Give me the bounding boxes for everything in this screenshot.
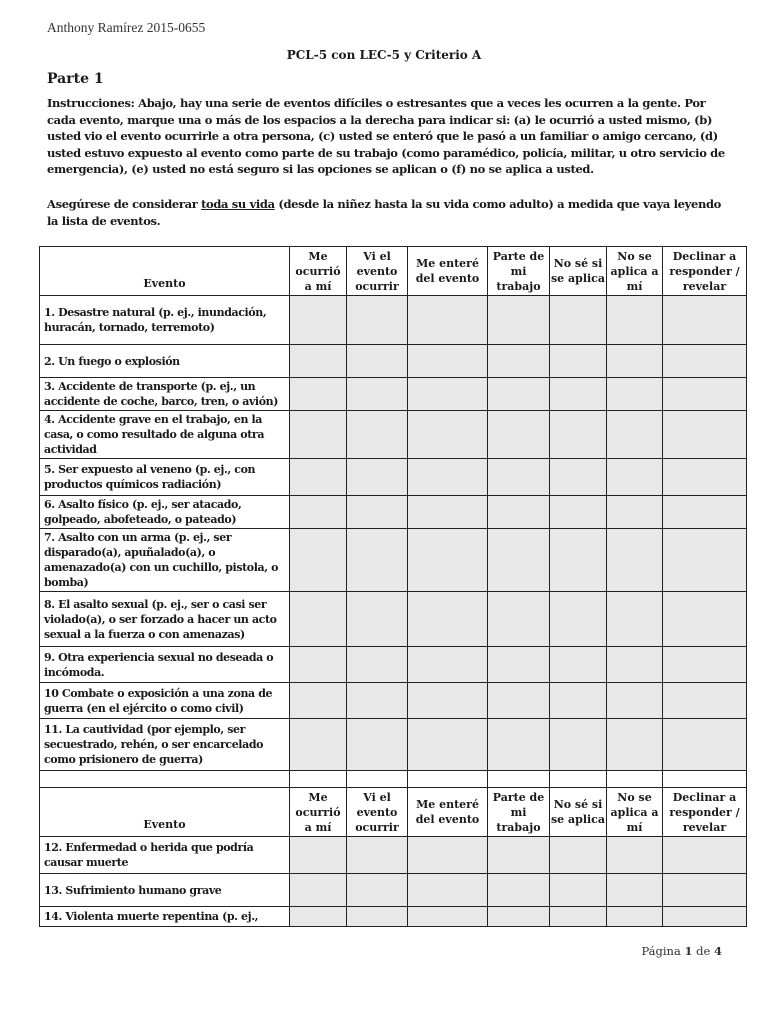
spacer-cell [290,771,347,788]
response-cell[interactable] [550,296,607,345]
response-cell[interactable] [290,683,347,719]
event-label: 14. Violenta muerte repentina (p. ej., [40,907,290,927]
column-header: Me ocurrió a mí [290,247,347,296]
response-cell[interactable] [290,529,347,592]
response-cell[interactable] [607,496,663,529]
column-header: No sé si se aplica [550,247,607,296]
table-row [40,411,747,459]
column-header: Me enteré del evento [408,788,488,837]
column-header-evento: Evento [40,788,290,837]
response-cell[interactable] [290,837,347,874]
response-cell[interactable] [347,907,408,927]
response-cell[interactable] [290,296,347,345]
response-cell[interactable] [607,459,663,496]
response-cell[interactable] [607,683,663,719]
spacer-cell [40,771,290,788]
consider-paragraph [47,196,727,229]
response-cell[interactable] [408,647,488,683]
spacer-cell [663,771,747,788]
response-cell[interactable] [408,459,488,496]
response-cell[interactable] [347,411,408,459]
table-row [40,874,747,907]
event-label: 13. Sufrimiento humano grave [40,874,290,907]
response-cell[interactable] [488,592,550,647]
instructions-paragraph [47,95,727,178]
response-cell[interactable] [663,592,747,647]
events-table [39,246,747,927]
response-cell[interactable] [663,529,747,592]
response-cell[interactable] [347,647,408,683]
response-cell[interactable] [488,529,550,592]
response-cell[interactable] [607,296,663,345]
page-total: 4 [713,944,722,958]
page-footer [641,944,722,958]
response-cell[interactable] [607,874,663,907]
response-cell[interactable] [347,496,408,529]
response-cell[interactable] [408,411,488,459]
column-header: No sé si se aplica [550,788,607,837]
table-row [40,378,747,411]
event-label: 10 Combate o exposición a una zona de guerra (en el ejército o como civil) [40,683,290,719]
response-cell[interactable] [663,837,747,874]
document-title: PCL-5 con LEC-5 y Criterio A [286,48,482,62]
response-cell[interactable] [290,719,347,771]
event-label: 3. Accidente de transporte (p. ej., un accidente de coche, barco, tren, o avión) [40,378,290,411]
response-cell[interactable] [550,837,607,874]
author-name: Anthony Ramírez 2015-0655 [47,20,206,35]
response-cell[interactable] [663,683,747,719]
spacer-cell [347,771,408,788]
response-cell[interactable] [408,529,488,592]
response-cell[interactable] [663,719,747,771]
event-label: 1. Desastre natural (p. ej., inundación, huracán, tornado, terremoto) [40,296,290,345]
response-cell[interactable] [290,907,347,927]
response-cell[interactable] [347,683,408,719]
column-header: Me ocurrió a mí [290,788,347,837]
event-label: 8. El asalto sexual (p. ej., ser o casi ser violado(a), o ser forzado a hacer un acto sexual a la fuerza o con amenazas) [40,592,290,647]
response-cell[interactable] [663,459,747,496]
response-cell[interactable] [488,411,550,459]
event-label: 9. Otra experiencia sexual no deseada o incómoda. [40,647,290,683]
event-label: 6. Asalto físico (p. ej., ser atacado, golpeado, abofeteado, o pateado) [40,496,290,529]
response-cell[interactable] [663,411,747,459]
table-row [40,837,747,874]
response-cell[interactable] [408,874,488,907]
response-cell[interactable] [408,837,488,874]
response-cell[interactable] [663,296,747,345]
column-header: Vi el evento ocurrir [347,247,408,296]
response-cell[interactable] [663,496,747,529]
response-cell[interactable] [663,647,747,683]
response-cell[interactable] [408,296,488,345]
response-cell[interactable] [607,837,663,874]
response-cell[interactable] [488,378,550,411]
page-word: Página [641,944,681,958]
response-cell[interactable] [347,459,408,496]
event-label: 12. Enfermedad o herida que podría causar muerte [40,837,290,874]
response-cell[interactable] [550,647,607,683]
response-cell[interactable] [550,907,607,927]
column-header: No se aplica a mí [607,247,663,296]
response-cell[interactable] [488,874,550,907]
response-cell[interactable] [550,683,607,719]
response-cell[interactable] [290,345,347,378]
column-header: Declinar a responder / revelar [663,788,747,837]
response-cell[interactable] [408,496,488,529]
instructions-label: Instrucciones: [47,96,135,110]
consider-after: (desde la niñez hasta la su vida como adulto) a medida que vaya leyendo la lista de eventos. [47,197,721,228]
response-cell[interactable] [607,345,663,378]
response-cell[interactable] [290,496,347,529]
table-row [40,592,747,647]
event-label: 4. Accidente grave en el trabajo, en la casa, o como resultado de alguna otra actividad [40,411,290,459]
consider-underlined: toda su vida [201,197,275,211]
table-row [40,683,747,719]
response-cell[interactable] [607,907,663,927]
column-header-evento: Evento [40,247,290,296]
column-header: Parte de mi trabajo [488,788,550,837]
response-cell[interactable] [550,496,607,529]
spacer-cell [607,771,663,788]
column-header: Declinar a responder / revelar [663,247,747,296]
event-label: 11. La cautividad (por ejemplo, ser secuestrado, rehén, o ser encarcelado como prisionero de guerra) [40,719,290,771]
response-cell[interactable] [408,592,488,647]
table-header-row [40,788,747,837]
response-cell[interactable] [663,345,747,378]
response-cell[interactable] [607,411,663,459]
response-cell[interactable] [488,907,550,927]
spacer-cell [488,771,550,788]
table-header-row [40,247,747,296]
response-cell[interactable] [663,907,747,927]
response-cell[interactable] [488,647,550,683]
response-cell[interactable] [550,345,607,378]
response-cell[interactable] [663,874,747,907]
response-cell[interactable] [347,529,408,592]
column-header: Me enteré del evento [408,247,488,296]
column-header: Parte de mi trabajo [488,247,550,296]
response-cell[interactable] [408,378,488,411]
response-cell[interactable] [550,719,607,771]
table-row [40,907,747,927]
response-cell[interactable] [550,411,607,459]
of-word: de [696,944,711,958]
response-cell[interactable] [550,592,607,647]
column-header: No se aplica a mí [607,788,663,837]
response-cell[interactable] [290,378,347,411]
response-cell[interactable] [488,719,550,771]
page-number: 1 [684,944,693,958]
response-cell[interactable] [408,907,488,927]
response-cell[interactable] [347,296,408,345]
event-label: 2. Un fuego o explosión [40,345,290,378]
response-cell[interactable] [290,592,347,647]
response-cell[interactable] [550,378,607,411]
response-cell[interactable] [347,874,408,907]
response-cell[interactable] [408,345,488,378]
response-cell[interactable] [347,378,408,411]
column-header: Vi el evento ocurrir [347,788,408,837]
response-cell[interactable] [408,719,488,771]
response-cell[interactable] [488,459,550,496]
response-cell[interactable] [550,459,607,496]
response-cell[interactable] [290,459,347,496]
spacer-cell [550,771,607,788]
instructions-text: Abajo, hay una serie de eventos difíciles o estresantes que a veces les ocurren a la gente. Por cada evento, marque una o más de los espacios a la derecha para indicar si: (a) le ocurrió a usted mismo, (b) usted vio el evento ocurrirle a otra persona, (c) usted se enteró que le pasó a un familiar o amigo cercano, (d) usted estuvo expuesto al evento como parte de su trabajo (como paramédico, policía, militar, u otro servicio de emergencia), (e) usted no está seguro si las opciones se aplican o (f) no se aplica a usted. [47,96,725,176]
table-row [40,496,747,529]
response-cell[interactable] [663,378,747,411]
response-cell[interactable] [408,683,488,719]
table-row [40,459,747,496]
response-cell[interactable] [347,719,408,771]
response-cell[interactable] [488,345,550,378]
table-row [40,296,747,345]
response-cell[interactable] [290,411,347,459]
table-spacer-row [40,771,747,788]
response-cell[interactable] [607,529,663,592]
response-cell[interactable] [550,529,607,592]
response-cell[interactable] [607,647,663,683]
response-cell[interactable] [347,592,408,647]
table-row [40,529,747,592]
table-row [40,345,747,378]
response-cell[interactable] [290,874,347,907]
response-cell[interactable] [488,683,550,719]
table-row [40,647,747,683]
response-cell[interactable] [347,837,408,874]
response-cell[interactable] [607,378,663,411]
response-cell[interactable] [347,345,408,378]
response-cell[interactable] [488,296,550,345]
spacer-cell [408,771,488,788]
response-cell[interactable] [607,719,663,771]
response-cell[interactable] [550,874,607,907]
event-label: 7. Asalto con un arma (p. ej., ser disparado(a), apuñalado(a), o amenazado(a) con un cuchillo, pistola, o bomba) [40,529,290,592]
part-heading: Parte 1 [47,71,104,87]
event-label: 5. Ser expuesto al veneno (p. ej., con productos químicos radiación) [40,459,290,496]
response-cell[interactable] [607,592,663,647]
consider-before: Asegúrese de considerar [47,197,202,211]
table-row [40,719,747,771]
response-cell[interactable] [488,496,550,529]
response-cell[interactable] [290,647,347,683]
response-cell[interactable] [488,837,550,874]
